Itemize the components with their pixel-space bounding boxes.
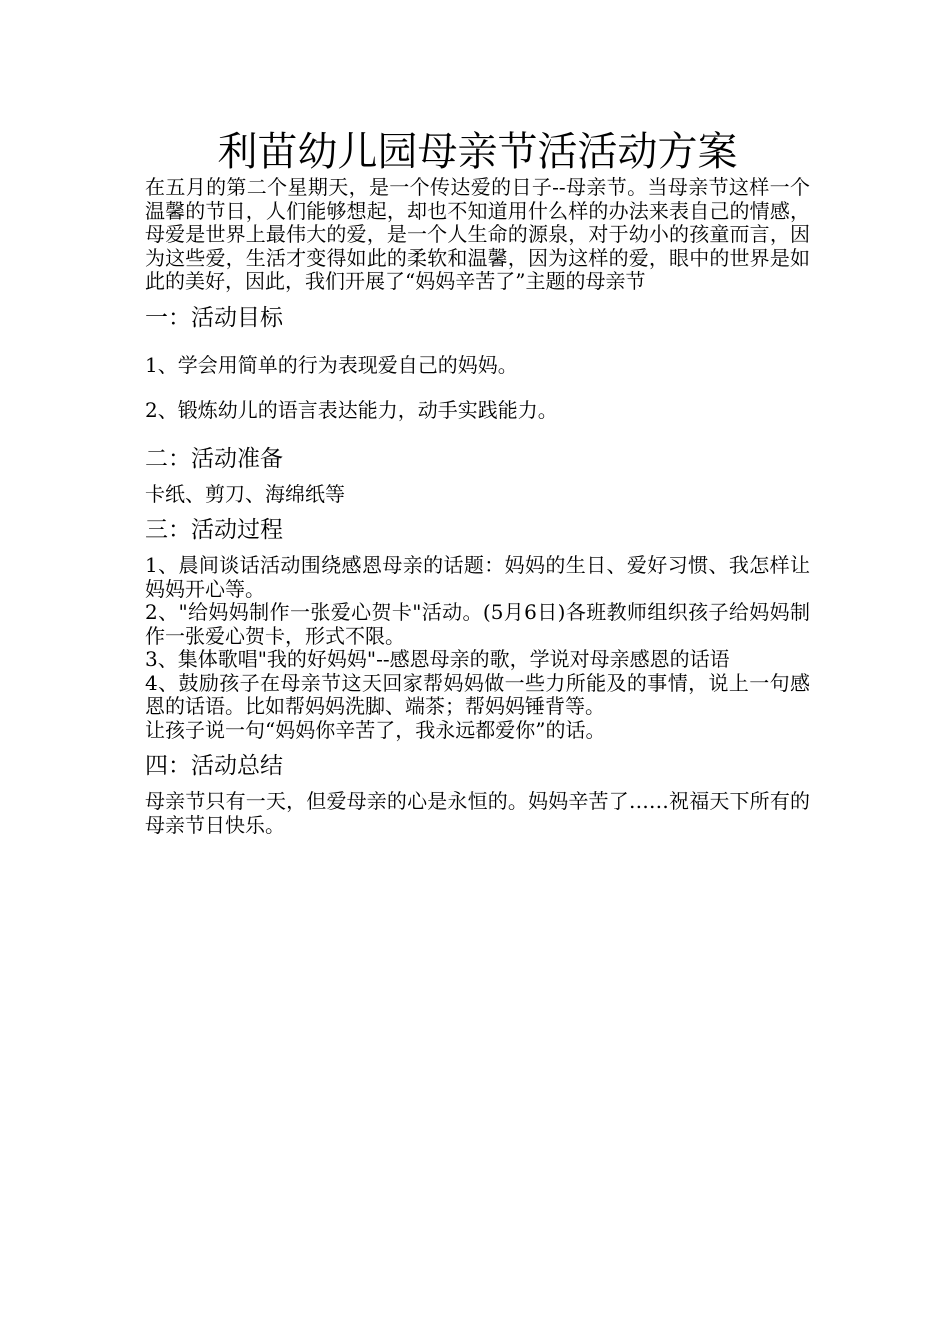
section-heading-goals: 一：活动目标 [145, 304, 283, 331]
intro-paragraph: 在五月的第二个星期天，是一个传达爱的日子--母亲节。当母亲节这样一个温馨的节日，人们能够想起，却也不知道用什么样的办法来表自己的情感，母爱是世界上最伟大的爱，是一个人生命的源泉，对于幼小的孩童而言，因为这些爱，生活才变得如此的柔软和温馨，因为这样的爱，眼中的世界是如此的美好，因此，我们开展了“妈妈辛苦了”主题的母亲节 [145, 175, 810, 293]
document-content [145, 128, 810, 837]
process-item-5: 让孩子说一句“妈妈你辛苦了，我永远都爱你”的话。 [145, 717, 606, 742]
goal-item-2: 2、锻炼幼儿的语言表达能力，动手实践能力。 [145, 398, 558, 422]
goal-item-1: 1、学会用简单的行为表现爱自己的妈妈。 [145, 352, 518, 377]
section-heading-process: 三：活动过程 [145, 517, 283, 543]
process-item-3: 3、集体歌唱"我的好妈妈"--感恩母亲的歌，学说对母亲感恩的话语 [145, 647, 730, 671]
process-item-4: 4、鼓励孩子在母亲节这天回家帮妈妈做一些力所能及的事情，说上一句感恩的话语。比如帮妈妈洗脚、端茶；帮妈妈锤背等。 [145, 670, 810, 718]
summary-text: 母亲节只有一天，但爱母亲的心是永恒的。妈妈辛苦了……祝福天下所有的母亲节日快乐。 [145, 789, 810, 837]
process-item-1: 1、晨间谈话活动围绕感恩母亲的话题：妈妈的生日、爱好习惯、我怎样让妈妈开心等。 [145, 553, 810, 601]
preparation-text: 卡纸、剪刀、海绵纸等 [145, 481, 345, 506]
section-heading-summary: 四：活动总结 [145, 753, 283, 779]
document-title: 利苗幼儿园母亲节活活动方案 [217, 129, 738, 175]
process-item-2: 2、"给妈妈制作一张爱心贺卡"活动。(5月6日)各班教师组织孩子给妈妈制作一张爱心贺卡，形式不限。 [145, 600, 810, 648]
section-heading-preparation: 二：活动准备 [145, 445, 283, 472]
